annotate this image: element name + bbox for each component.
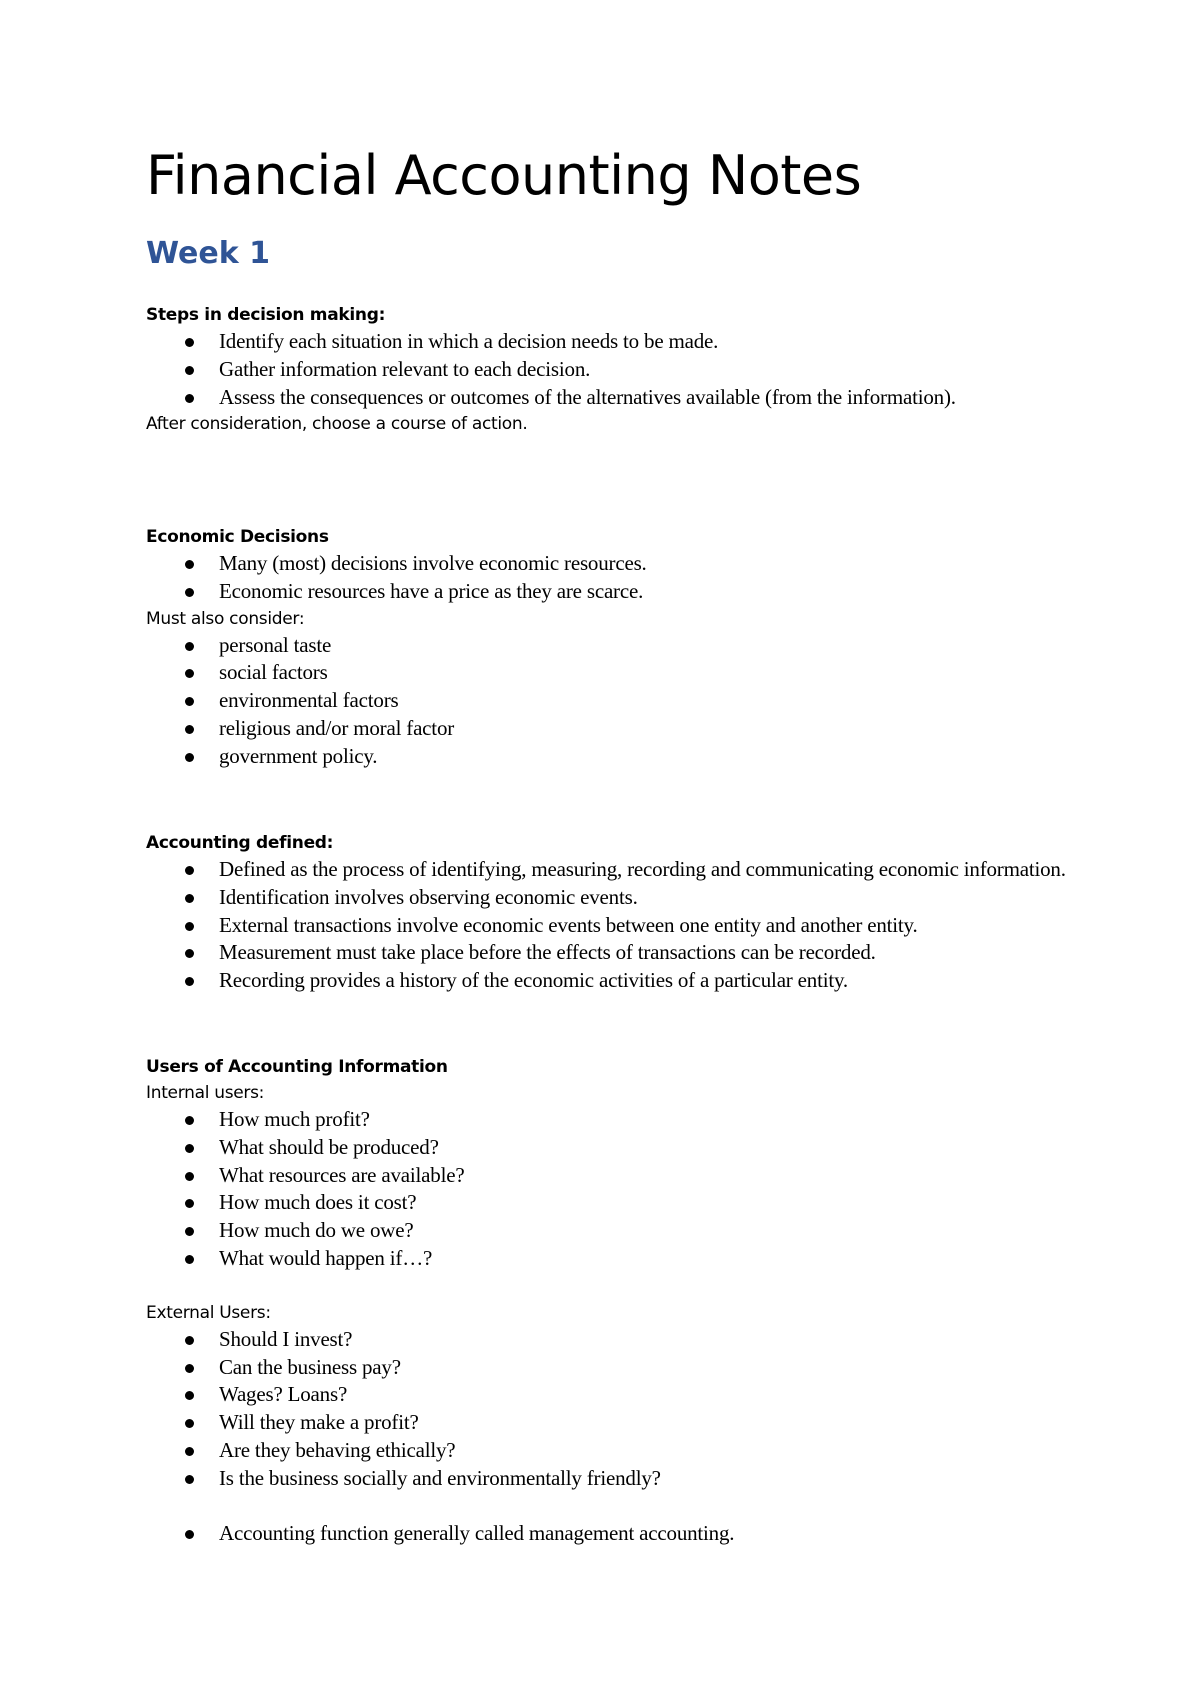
list-item: Measurement must take place before the effects of transactions can be recorded. bbox=[146, 939, 1070, 967]
bullet-icon bbox=[185, 560, 194, 569]
internal-users-label: Internal users: bbox=[146, 1083, 265, 1103]
spacer bbox=[146, 1493, 1070, 1520]
list-item: Gather information relevant to each decision. bbox=[146, 356, 1070, 384]
list-item: social factors bbox=[146, 659, 1070, 687]
bullet-icon bbox=[185, 1447, 194, 1456]
list-item: How much do we owe? bbox=[146, 1217, 1070, 1245]
list-item: Should I invest? bbox=[146, 1326, 1070, 1354]
internal-users-list bbox=[146, 1106, 1070, 1273]
bullet-icon bbox=[185, 642, 194, 651]
bullet-icon bbox=[185, 697, 194, 706]
list-item: Can the business pay? bbox=[146, 1354, 1070, 1382]
bullet-icon bbox=[185, 977, 194, 986]
list-item: religious and/or moral factor bbox=[146, 715, 1070, 743]
bullet-icon bbox=[185, 1255, 194, 1264]
list-item: Defined as the process of identifying, measuring, recording and communicating economic information. bbox=[146, 856, 1070, 884]
list-item: How much profit? bbox=[146, 1106, 1070, 1134]
bullet-icon bbox=[185, 1336, 194, 1345]
bullet-icon bbox=[185, 866, 194, 875]
bullet-icon bbox=[185, 1144, 194, 1153]
list-item: External transactions involve economic events between one entity and another entity. bbox=[146, 912, 1070, 940]
list-item: Economic resources have a price as they are scarce. bbox=[146, 578, 1070, 606]
steps-conclusion: After consideration, choose a course of action. bbox=[146, 414, 528, 435]
list-item: Will they make a profit? bbox=[146, 1409, 1070, 1437]
accounting-list bbox=[146, 856, 1070, 995]
list-item: Assess the consequences or outcomes of the alternatives available (from the information). bbox=[146, 384, 1070, 412]
steps-section bbox=[146, 302, 1070, 437]
list-item: What should be produced? bbox=[146, 1134, 1070, 1162]
bullet-icon bbox=[185, 894, 194, 903]
bullet-icon bbox=[185, 1116, 194, 1125]
list-item: Is the business socially and environmentally friendly? bbox=[146, 1465, 1070, 1493]
list-item: Wages? Loans? bbox=[146, 1381, 1070, 1409]
accounting-heading: Accounting defined: bbox=[146, 833, 334, 853]
economic-list bbox=[146, 550, 1070, 606]
external-users-label: External Users: bbox=[146, 1302, 271, 1323]
economic-heading: Economic Decisions bbox=[146, 527, 329, 547]
bullet-icon bbox=[185, 753, 194, 762]
accounting-section bbox=[146, 830, 1070, 995]
bullet-icon bbox=[185, 1391, 194, 1400]
consider-label: Must also consider: bbox=[146, 608, 305, 629]
bullet-icon bbox=[185, 1475, 194, 1484]
steps-heading: Steps in decision making: bbox=[146, 305, 386, 325]
list-item: Identify each situation in which a decision needs to be made. bbox=[146, 328, 1070, 356]
external-users-list bbox=[146, 1326, 1070, 1493]
consider-list bbox=[146, 632, 1070, 771]
users-heading: Users of Accounting Information bbox=[146, 1057, 448, 1077]
bullet-icon bbox=[185, 669, 194, 678]
list-item: Recording provides a history of the economic activities of a particular entity. bbox=[146, 967, 1070, 995]
list-item: What resources are available? bbox=[146, 1162, 1070, 1190]
bullet-icon bbox=[185, 1172, 194, 1181]
bullet-icon bbox=[185, 1199, 194, 1208]
bullet-icon bbox=[185, 366, 194, 375]
week-heading: Week 1 bbox=[146, 236, 270, 271]
bullet-icon bbox=[185, 588, 194, 597]
users-section bbox=[146, 1054, 1070, 1547]
list-item: Many (most) decisions involve economic resources. bbox=[146, 550, 1070, 578]
bullet-icon bbox=[185, 1227, 194, 1236]
list-item: How much does it cost? bbox=[146, 1189, 1070, 1217]
list-item: What would happen if…? bbox=[146, 1245, 1070, 1273]
bullet-icon bbox=[185, 394, 194, 403]
bullet-icon bbox=[185, 922, 194, 931]
bullet-icon bbox=[185, 1419, 194, 1428]
economic-section bbox=[146, 524, 1070, 771]
list-item: Accounting function generally called management accounting. bbox=[146, 1520, 1070, 1548]
list-item: environmental factors bbox=[146, 687, 1070, 715]
bullet-icon bbox=[185, 1530, 194, 1539]
bullet-icon bbox=[185, 338, 194, 347]
list-item: government policy. bbox=[146, 743, 1070, 771]
steps-list bbox=[146, 328, 1070, 411]
list-item: Are they behaving ethically? bbox=[146, 1437, 1070, 1465]
list-item: personal taste bbox=[146, 632, 1070, 660]
list-item: Identification involves observing economic events. bbox=[146, 884, 1070, 912]
bullet-icon bbox=[185, 949, 194, 958]
bullet-icon bbox=[185, 1364, 194, 1373]
bullet-icon bbox=[185, 725, 194, 734]
final-list bbox=[146, 1520, 1070, 1548]
spacer bbox=[146, 1273, 1070, 1300]
document-title: Financial Accounting Notes bbox=[146, 144, 862, 207]
